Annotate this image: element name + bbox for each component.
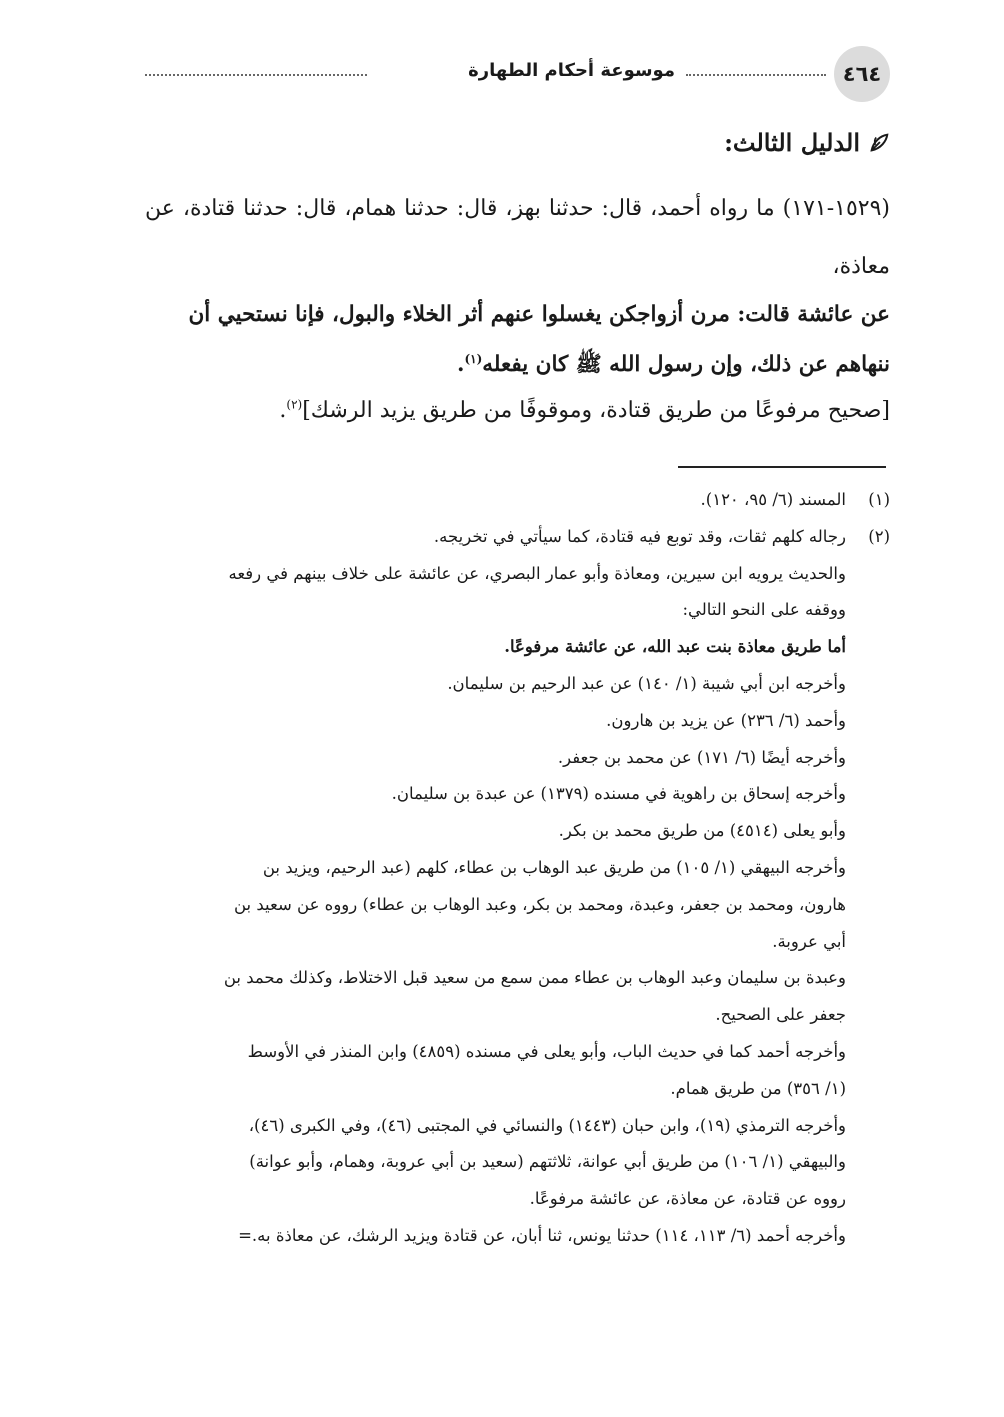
hadith-grading [145, 398, 890, 423]
page-number: ٤٦٤ [834, 46, 890, 102]
hadith-text [145, 290, 890, 390]
footnote-number: (٢) [868, 526, 890, 546]
footnote-line: والبيهقي (١/ ١٠٦) من طريق أبي عوانة، ثلاثتهم (سعيد بن أبي عروبة، وهمام، وأبو عوانة) [249, 1152, 846, 1172]
footnote-line: وأحمد (٦/ ٢٣٦) عن يزيد بن هارون. [606, 710, 846, 730]
footnote-line: وأخرجه الترمذي (١٩)، وابن حبان (١٤٤٣) والنسائي في المجتبى (٤٦)، وفي الكبرى (٤٦)، [248, 1115, 846, 1135]
footnote-line: هارون، ومحمد بن جعفر، وعبدة، ومحمد بن بكر، وعبد الوهاب بن عطاء) رووه عن سعيد بن [233, 894, 846, 914]
footnote-subheading: أما طريق معاذة بنت عبد الله، عن عائشة مرفوعًا. [504, 637, 846, 657]
footnote-ref-2[interactable]: (٢) [286, 397, 303, 412]
footnote-line: (١/ ٣٥٦) من طريق همام. [670, 1078, 846, 1098]
footnote-line: رووه عن قتادة، عن معاذة، عن عائشة مرفوعًا. [529, 1189, 846, 1209]
footnote-line: وأخرجه أحمد كما في حديث الباب، وأبو يعلى في مسنده (٤٨٥٩) وابن المنذر في الأوسط [247, 1041, 846, 1061]
footnote-line: ووقفه على النحو التالي: [682, 600, 846, 620]
footnote-line: وأخرجه إسحاق بن راهوية في مسنده (١٣٧٩) عن عبدة بن سليمان. [391, 784, 846, 804]
section-heading [724, 128, 890, 157]
hadith-chain: (١٥٢٩-١٧١) ما رواه أحمد، قال: حدثنا بهز، قال: حدثنا همام، قال: حدثنا قتادة، عن معاذة، [145, 196, 890, 279]
running-header [145, 46, 890, 102]
footnote-line: جعفر على الصحيح. [715, 1005, 846, 1025]
hadith-text-body: عن عائشة قالت: مرن أزواجكن يغسلوا عنهم أثر الخلاء والبول، فإنا نستحيي أن ننهاهم عن ذلك، وإن رسول الله ﷺ كان يفعله [188, 302, 890, 377]
footnotes [145, 482, 890, 1255]
footnote-line: وأخرجه ابن أبي شيبة (١/ ١٤٠) عن عبد الرحيم بن سليمان. [447, 673, 846, 693]
footnote-text: رجاله كلهم ثقات، وقد توبع فيه قتادة، كما سيأتي في تخريجه. [433, 526, 846, 546]
footnote-number: (١) [868, 490, 890, 509]
footnote-text: المسند (٦/ ٩٥، ١٢٠). [700, 490, 846, 509]
footnote-line: وأبو يعلى (٤٥١٤) من طريق محمد بن بكر. [558, 821, 846, 841]
footnote-line: والحديث يرويه ابن سيرين، ومعاذة وأبو عمار البصري، عن عائشة على خلاف بينهم في رفعه [228, 563, 846, 583]
header-dots-right [686, 74, 826, 76]
header-dots-left [145, 74, 367, 76]
book-title: موسوعة أحكام الطهارة [468, 60, 675, 81]
footnote-separator [678, 466, 886, 468]
footnote-2 [145, 519, 890, 556]
hadith-text-end: . [456, 352, 465, 377]
footnote-line: وأخرجه البيهقي (١/ ١٠٥) من طريق عبد الوهاب بن عطاء، كلهم (عبد الرحيم، ويزيد بن [262, 857, 846, 877]
hadith-grading-end: . [279, 398, 287, 423]
footnote-line: وأخرجه أيضًا (٦/ ١٧١) عن محمد بن جعفر. [557, 747, 846, 767]
footnote-line: أبي عروبة. [772, 931, 846, 951]
footnote-ref-1[interactable]: (١) [464, 351, 483, 366]
hadith-grading-text: [صحيح مرفوعًا من طريق قتادة، وموقوفًا من طريق يزيد الرشك] [302, 398, 890, 423]
footnote-line: وأخرجه أحمد (٦/ ١١٣، ١١٤) حدثنا يونس، ثنا أبان، عن قتادة ويزيد الرشك، عن معاذة به.= [238, 1225, 846, 1245]
leaf-icon [868, 132, 890, 154]
footnote-1 [145, 482, 890, 519]
section-heading-text: الدليل الثالث: [724, 128, 860, 157]
footnote-line: وعبدة بن سليمان وعبد الوهاب بن عطاء ممن سمع من سعيد قبل الاختلاط، وكذلك محمد بن [223, 968, 846, 988]
